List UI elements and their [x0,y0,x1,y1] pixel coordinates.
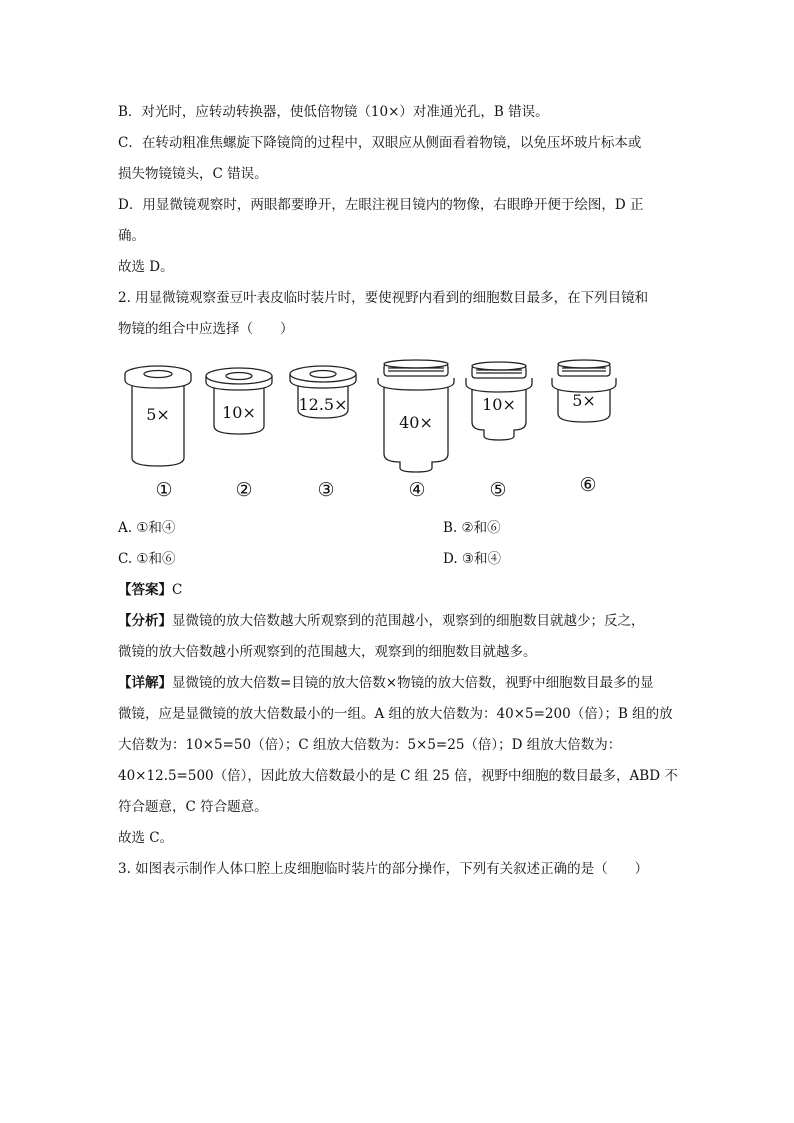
detail-line4: 40×12.5=500（倍），因此放大倍数最小的是 C 组 25 倍，视野中细胞的数目最多，ABD 不 [118,768,678,784]
lens-label-2: 10× [222,403,256,422]
conclusion-line: 故选 C。 [118,830,174,846]
detail-tag: 【详解】 [118,675,172,691]
option-a: A. ①和④ [118,520,176,536]
lens-label-6: 5× [572,391,596,410]
option-c: C. ①和⑥ [118,551,176,567]
lens-num-3: ③ [317,479,335,501]
lens-num-6: ⑥ [579,474,597,496]
option-b: B. ②和⑥ [443,520,501,536]
detail-line3: 大倍数为：10×5=50（倍）；C 组放大倍数为：5×5=25（倍）；D 组放大倍数为： [118,737,622,753]
answer-value: C [172,582,183,598]
lens-label-3: 12.5× [298,395,348,414]
analysis-line2: 微镜的放大倍数越小所观察到的范围越大，观察到的细胞数目就越多。 [118,644,537,660]
analysis-line1 [118,611,645,631]
question-3: 3. 如图表示制作人体口腔上皮细胞临时装片的部分操作，下列有关叙述正确的是（ ） [118,861,649,877]
lens-label-4: 40× [399,413,433,432]
lens-num-4: ④ [408,479,426,501]
lens-num-2: ② [235,479,253,501]
detail-line2: 微镜，应是显微镜的放大倍数最小的一组。A 组的放大倍数为：40×5=200（倍）；B 组的放 [118,706,673,722]
lens-num-5: ⑤ [489,479,507,501]
text-line-b: B．对光时，应转动转换器，使低倍物镜（10×）对准通光孔，B 错误。 [118,104,549,120]
text-line-c-cont: 损失物镜镜头，C 错误。 [118,166,268,182]
answer-line [118,580,182,600]
question-2-line1: 2. 用显微镜观察蚕豆叶表皮临时装片时，要使视野内看到的细胞数目最多，在下列目镜和 [118,290,649,306]
analysis-tag: 【分析】 [118,613,172,629]
answer-tag: 【答案】 [118,582,172,598]
lens-label-1: 5× [146,405,170,424]
lens-num-1: ① [155,479,173,501]
lens-figure [118,358,638,508]
detail-line5: 符合题意，C 符合题意。 [118,799,268,815]
option-d: D. ③和④ [443,551,502,567]
detail-text1: 显微镜的放大倍数=目镜的放大倍数×物镜的放大倍数，视野中细胞数目最多的显 [172,675,654,691]
lens-label-5: 10× [482,395,516,414]
eyepiece-2 [206,368,272,434]
text-line-d: D．用显微镜观察时，两眼都要睁开，左眼注视目镜内的物像，右眼睁开便于绘图，D 正 [118,197,644,213]
text-line-choose-d: 故选 D。 [118,259,174,275]
text-line-d-cont: 确。 [118,228,145,244]
question-2-line2: 物镜的组合中应选择（ ） [118,321,294,337]
analysis-text1: 显微镜的放大倍数越大所观察到的范围越小，观察到的细胞数目就越少；反之， [172,613,645,629]
text-line-c: C．在转动粗准焦螺旋下降镜筒的过程中，双眼应从侧面看着物镜，以免压坏玻片标本或 [118,135,642,151]
detail-line1 [118,673,654,693]
